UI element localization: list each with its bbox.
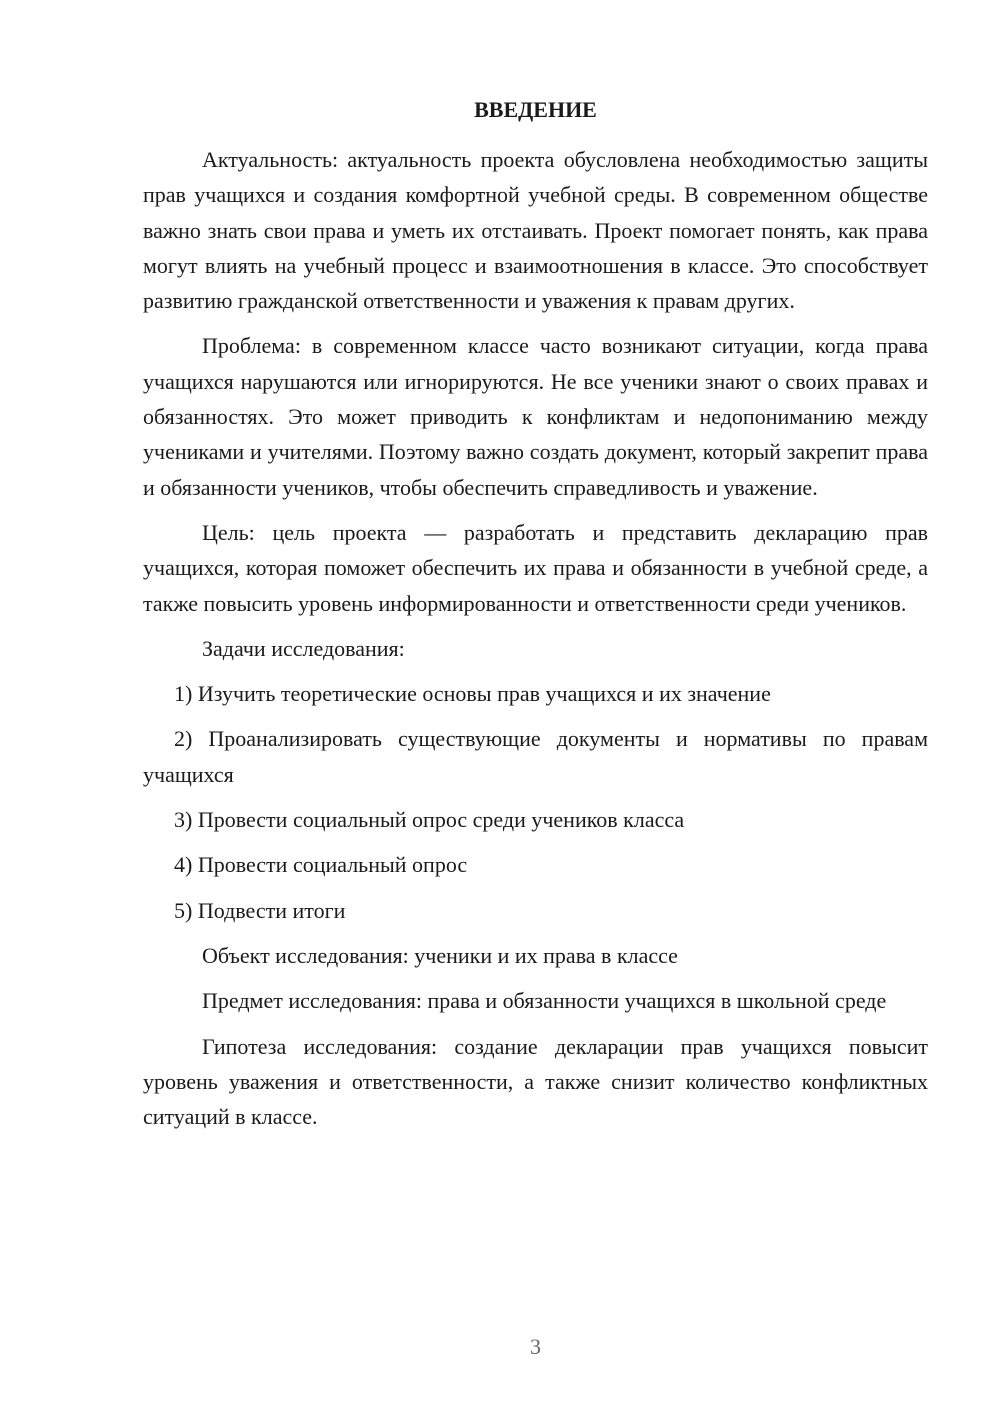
page-title: ВВЕДЕНИЕ	[474, 97, 597, 122]
paragraph-relevance: Актуальность: актуальность проекта обусловлена необходимостью защиты прав учащихся и создания комфортной учебной среды. В современном обществе важно знать свои права и уметь их отстаивать. Проект помогает понять, как права могут влиять на учебный процесс и взаимоотношения в классе. Это способствует развитию гражданской ответственности и уважения к правам других.	[143, 147, 928, 314]
paragraph-object: Объект исследования: ученики и их права в классе	[202, 942, 678, 968]
document-body	[143, 142, 928, 1144]
task-item-2: 2) Проанализировать существующие документы и нормативы по правам учащихся	[143, 726, 928, 787]
document-page	[143, 0, 928, 1414]
task-item-3: 3) Провести социальный опрос среди учеников класса	[174, 807, 685, 833]
paragraph-problem: Проблема: в современном классе часто возникают ситуации, когда права учащихся нарушаются или игнорируются. Не все ученики знают о своих правах и обязанностях. Это может приводить к конфликтам и недопониманию между учениками и учителями. Поэтому важно создать документ, который закрепит права и обязанности учеников, чтобы обеспечить справедливость и уважение.	[143, 333, 928, 500]
task-item-1: 1) Изучить теоретические основы прав учащихся и их значение	[174, 681, 771, 707]
page-number: 3	[530, 1334, 541, 1359]
tasks-heading: Задачи исследования:	[202, 635, 405, 661]
paragraph-hypothesis: Гипотеза исследования: создание декларации прав учащихся повысит уровень уважения и ответственности, а также снизит количество конфликтных ситуаций в классе.	[143, 1033, 928, 1130]
task-item-4: 4) Провести социальный опрос	[174, 852, 468, 878]
task-item-5: 5) Подвести итоги	[174, 897, 346, 923]
paragraph-goal: Цель: цель проекта — разработать и представить декларацию прав учащихся, которая поможет обеспечить их права и обязанности в учебной среде, а также повысить уровень информированности и ответственности среди учеников.	[143, 519, 928, 616]
paragraph-subject: Предмет исследования: права и обязанности учащихся в школьной среде	[202, 988, 887, 1014]
